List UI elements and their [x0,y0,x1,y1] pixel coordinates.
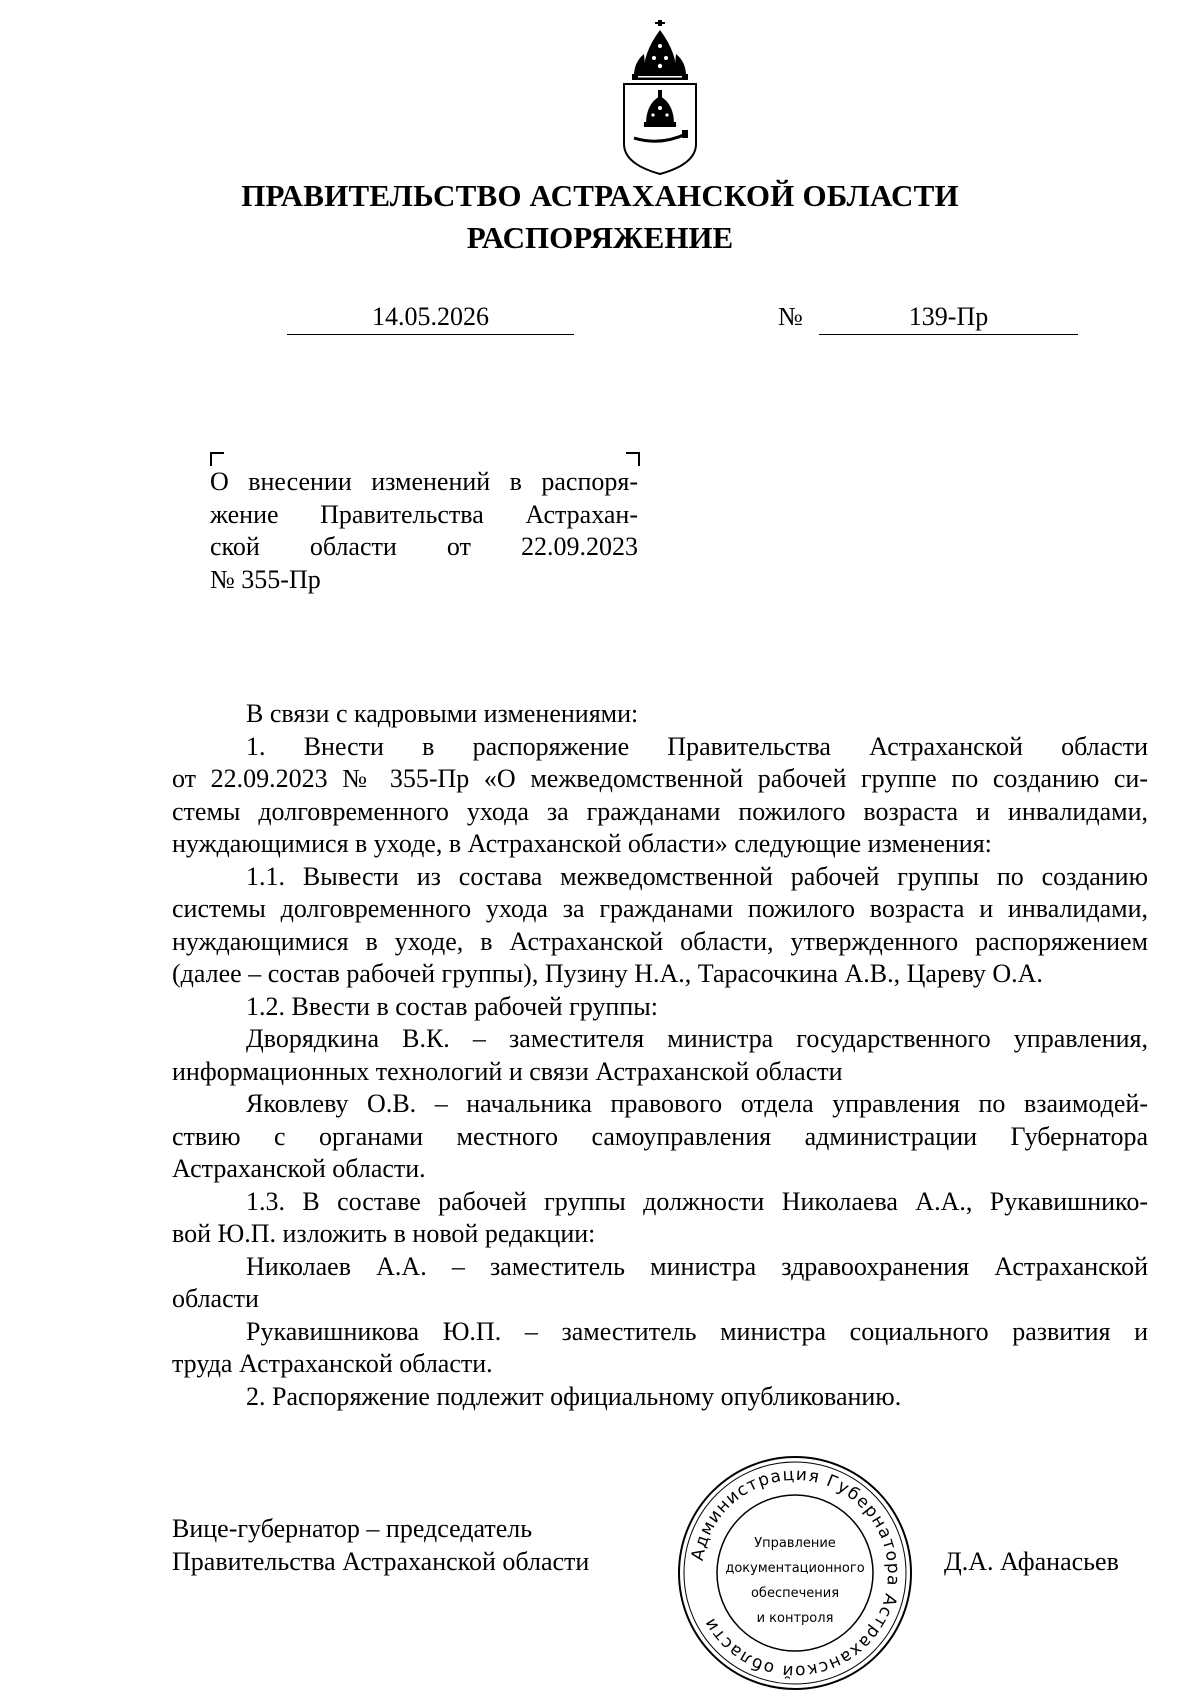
subject-corner-left [210,452,224,466]
stamp-center-line: и контроля [756,1611,834,1626]
subject-line: О внесении изменений в распоря- [210,467,638,496]
stamp-center-line: документационного [725,1561,865,1576]
body-line: Астраханской области. [172,1154,426,1183]
stamp-center-line: Управление [754,1536,836,1551]
body-line: 1.3. В составе рабочей группы должности Николаева А.А., Рукавишнико- [246,1186,1148,1216]
document-number: 139-Пр [819,300,1078,335]
body-line: В связи с кадровыми изменениями: [246,699,639,728]
body-line: Николаев А.А. – заместитель министра здравоохранения Астраханской [246,1251,1148,1281]
body-line: 1.2. Ввести в состав рабочей группы: [246,991,658,1021]
subject-corner-right [626,452,640,466]
signatory-position [172,1512,589,1578]
body-line: 1.1. Вывести из состава межведомственной рабочей группы по созданию [246,861,1148,891]
body-line: системы долговременного ухода за гражданами пожилого возраста и инвалидами, [172,894,1148,923]
stamp-ring-text: Администрация Губернатора Астраханской области [687,1464,904,1682]
body-line: (далее – состав рабочей группы), Пузину Н.А., Тарасочкина А.В., Цареву О.А. [172,959,1043,988]
subject-line: жение Правительства Астрахан- [210,499,638,529]
signatory-position-line: Правительства Астраханской области [172,1547,590,1576]
astrakhan-coat-of-arms-icon [614,18,706,176]
body-line: нуждающимися в уходе, в Астраханской области» следующие изменения: [172,829,992,858]
body-line: труда Астраханской области. [172,1349,493,1378]
body-line: Рукавишникова Ю.П. – заместитель министра социального развития и [246,1316,1148,1346]
body-line: ствию с органами местного самоуправления администрации Губернатора [172,1121,1148,1151]
subject-line: № 355-Пр [210,564,321,594]
document-type: РАСПОРЯЖЕНИЕ [466,220,734,255]
body-line: 2. Распоряжение подлежит официальному опубликованию. [246,1381,902,1411]
body-line: Яковлеву О.В. – начальника правового отдела управления по взаимодей- [246,1089,1148,1118]
signatory-position-line: Вице-губернатор – председатель [172,1514,533,1543]
body-line: нуждающимися в уходе, в Астраханской области, утвержденного распоряжением [172,926,1148,956]
body-line: вой Ю.П. изложить в новой редакции: [172,1219,596,1248]
body-line: от 22.09.2023 № 355-Пр «О межведомственной рабочей группе по созданию си- [172,764,1148,793]
signatory-name: Д.А. Афанасьев [944,1547,1119,1576]
body-line: области [172,1284,259,1313]
official-stamp [675,1453,915,1693]
document-subject [210,466,638,596]
document-body [172,698,1148,1413]
body-line: стемы долговременного ухода за гражданами пожилого возраста и инвалидами, [172,796,1148,826]
body-line: информационных технологий и связи Астраханской области [172,1056,843,1086]
body-line: Дворядкина В.К. – заместителя министра государственного управления, [246,1024,1148,1053]
body-line: 1. Внести в распоряжение Правительства Астраханской области [246,731,1148,761]
government-title: ПРАВИТЕЛЬСТВО АСТРАХАНСКОЙ ОБЛАСТИ [241,178,959,213]
stamp-center-line: обеспечения [750,1586,840,1601]
number-sign: № [778,302,803,331]
document-date: 14.05.2026 [287,300,574,335]
subject-line: ской области от 22.09.2023 [210,532,638,561]
